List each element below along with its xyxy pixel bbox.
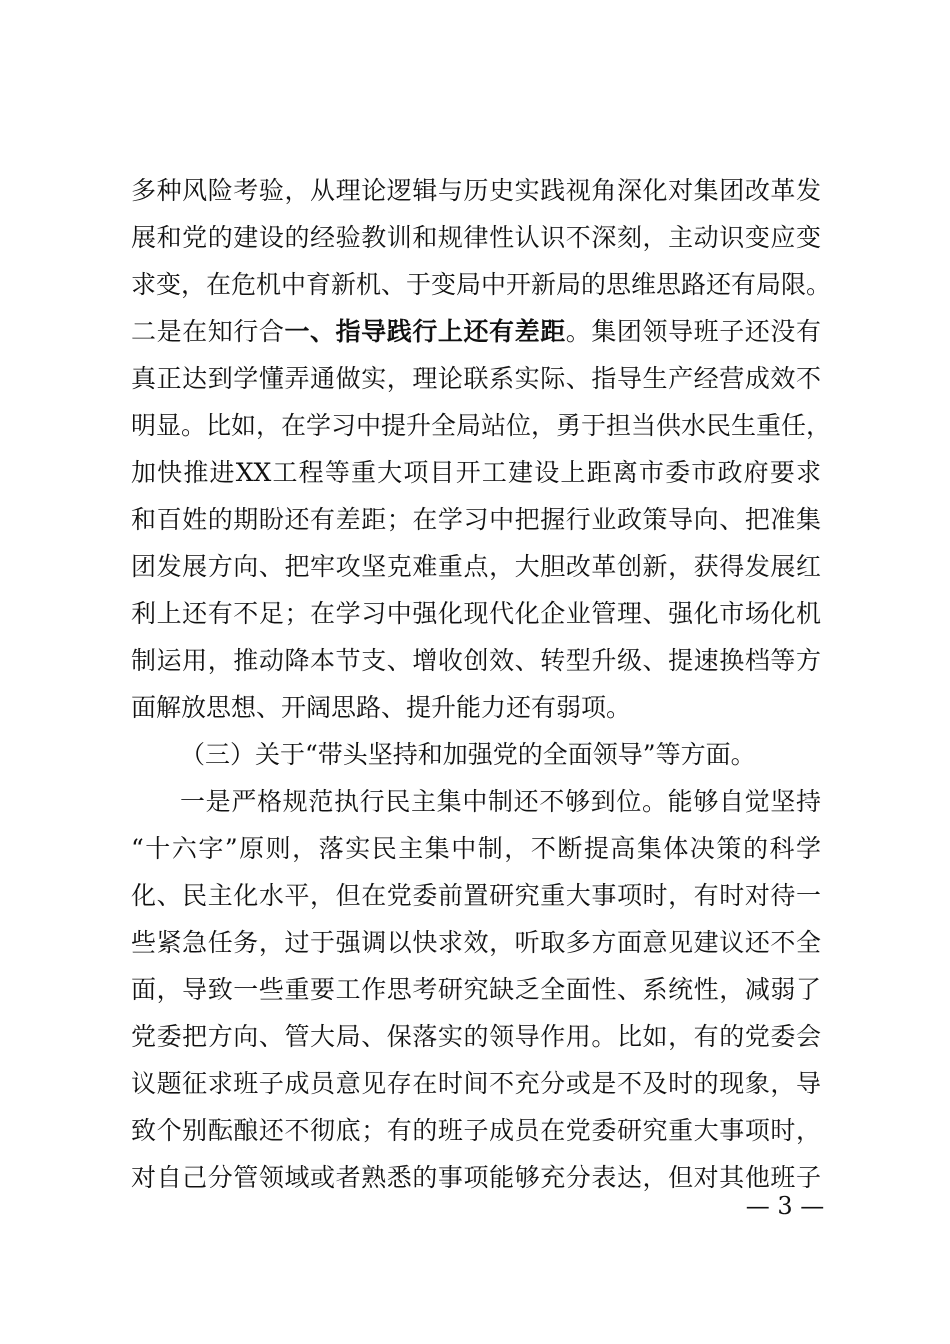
text-line: 面，导致一些重要工作思考研究缺乏全面性、系统性，减弱了 bbox=[131, 975, 821, 1004]
text-line: 面解放思想、开阔思路、提升能力还有弱项。 bbox=[131, 693, 632, 722]
text-line: 制运用，推动降本节支、增收创效、转型升级、提速换档等方 bbox=[131, 646, 821, 675]
text-line: 求变，在危机中育新机、于变局中开新局的思维思路还有局限。 bbox=[131, 270, 832, 299]
text-line: 加快推进XX工程等重大项目开工建设上距离市委市政府要求 bbox=[131, 458, 821, 487]
text-line: 议题征求班子成员意见存在时间不充分或是不及时的现象，导 bbox=[131, 1069, 821, 1098]
plain-text: 。集团领导班子还没有 bbox=[565, 317, 821, 346]
section-heading: （三）关于“带头坚持和加强党的全面领导”等方面。 bbox=[180, 740, 756, 769]
text-line: 多种风险考验，从理论逻辑与历史实践视角深化对集团改革发 bbox=[131, 176, 821, 205]
text-line: 明显。比如，在学习中提升全局站位，勇于担当供水民生重任， bbox=[131, 411, 832, 440]
text-line: 团发展方向、把牢攻坚克难重点，大胆改革创新，获得发展红 bbox=[131, 552, 821, 581]
text-line: 真正达到学懂弄通做实，理论联系实际、指导生产经营成效不 bbox=[131, 364, 821, 393]
bold-emphasis: 一、指导践行上还有差距 bbox=[284, 317, 566, 346]
text-line: 对自己分管领域或者熟悉的事项能够充分表达，但对其他班子 bbox=[131, 1163, 821, 1192]
text-line: 党委把方向、管大局、保落实的领导作用。比如，有的党委会 bbox=[131, 1022, 821, 1051]
text-line: 和百姓的期盼还有差距；在学习中把握行业政策导向、把准集 bbox=[131, 505, 821, 534]
text-line: “十六字”原则，落实民主集中制，不断提高集体决策的科学 bbox=[131, 834, 821, 863]
text-line: 化、民主化水平，但在党委前置研究重大事项时，有时对待一 bbox=[131, 881, 821, 910]
plain-text: 二是在知行合 bbox=[131, 317, 285, 346]
text-line-with-bold bbox=[131, 309, 821, 355]
page-number: — 3 — bbox=[745, 1192, 825, 1220]
text-line: 些紧急任务，过于强调以快求效，听取多方面意见建议还不全 bbox=[131, 928, 821, 957]
text-line: 利上还有不足；在学习中强化现代化企业管理、强化市场化机 bbox=[131, 599, 821, 628]
text-line: 一是严格规范执行民主集中制还不够到位。能够自觉坚持 bbox=[180, 787, 821, 816]
text-line: 展和党的建设的经验教训和规律性认识不深刻，主动识变应变 bbox=[131, 223, 821, 252]
text-line: 致个别酝酿还不彻底；有的班子成员在党委研究重大事项时， bbox=[131, 1116, 821, 1145]
